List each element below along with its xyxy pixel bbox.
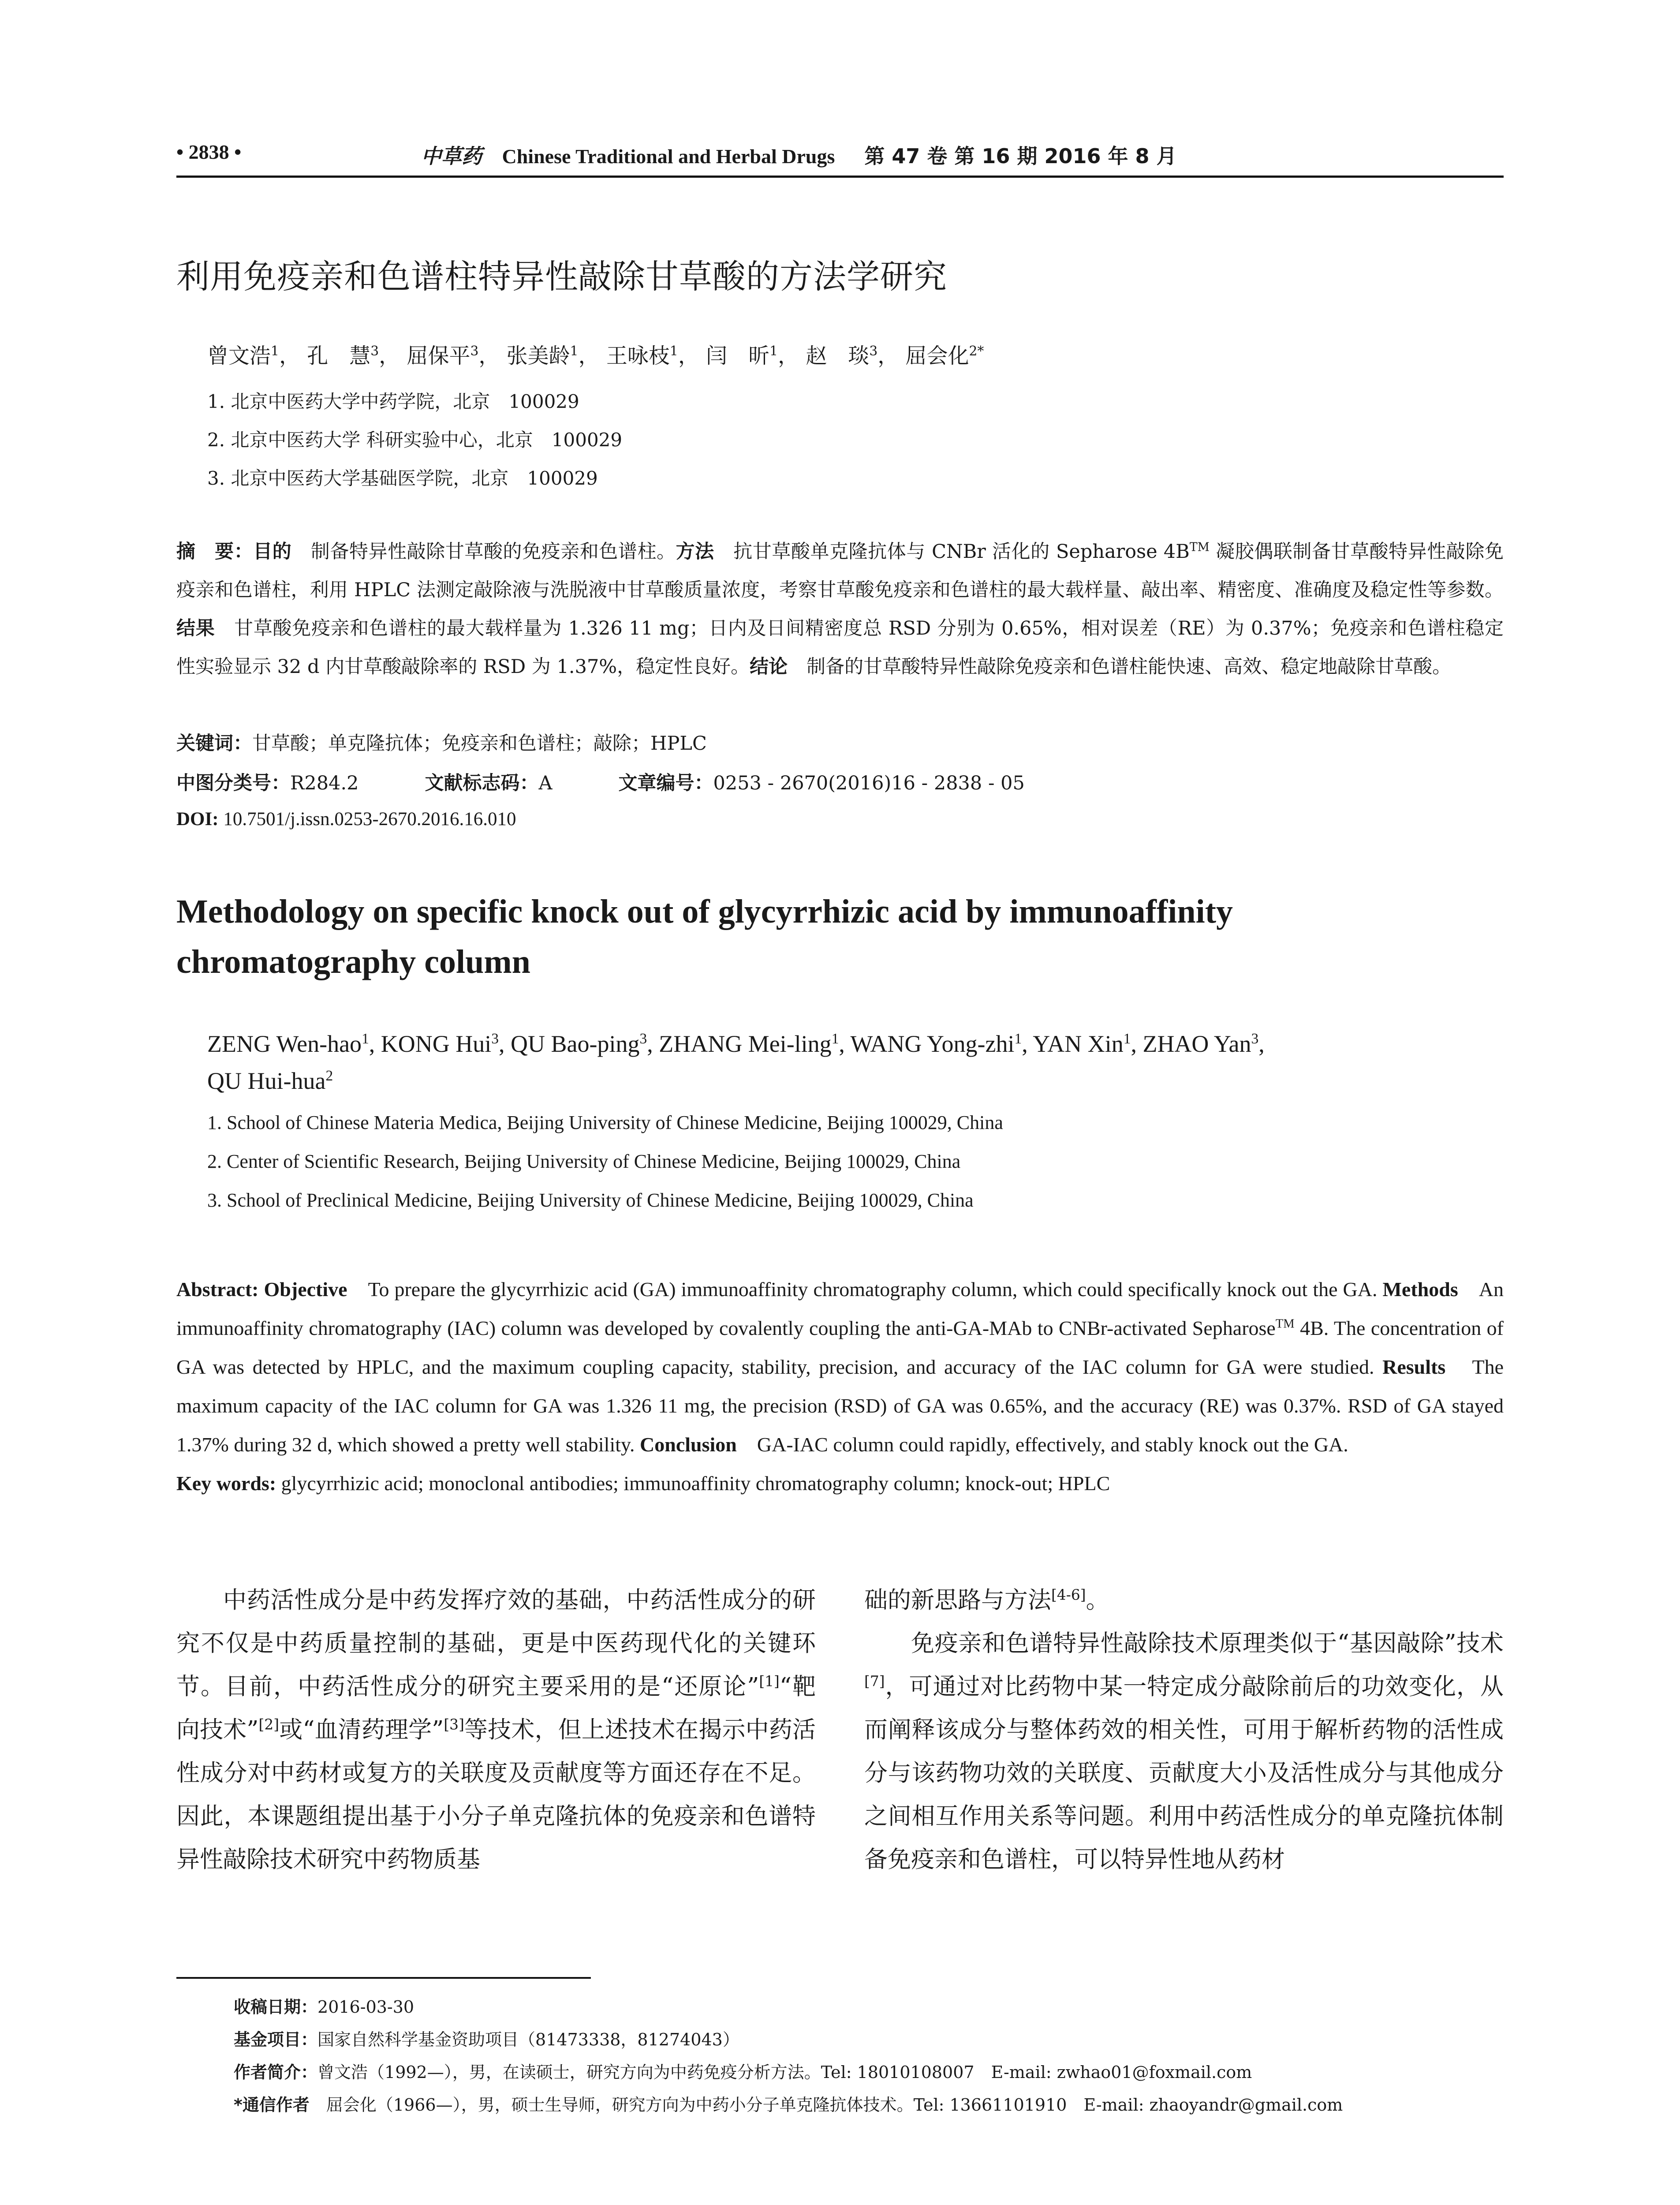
journal-title-cn: 中草药 <box>421 144 482 168</box>
author-affil-sup: 1 <box>831 1031 839 1047</box>
footnote-rule <box>176 1977 591 1979</box>
conclusion-text: 制备的甘草酸特异性敲除免疫亲和色谱柱能快速、高效、稳定地敲除甘草酸。 <box>788 656 1452 678</box>
article-no-value: 0253 - 2670(2016)16 - 2838 - 05 <box>713 772 1025 794</box>
author-en: QU Bao-ping <box>511 1031 640 1057</box>
keywords-text: 甘草酸；单克隆抗体；免疫亲和色谱柱；敲除；HPLC <box>252 733 707 755</box>
footnote-corresponding <box>234 2091 1343 2115</box>
methods-label: 方法 <box>676 541 714 563</box>
author-cn: 王咏枝 <box>606 344 670 368</box>
author-cn: 张美龄 <box>506 344 570 368</box>
body-text: 等技术，但上述技术在揭示中药活性成分对中药材或复方的关联度及贡献度等方面还存在不足。因此，本课题组提出基于小分子单克隆抗体的免疫亲和色谱特异性敲除技术研究中药物质基 <box>176 1716 816 1873</box>
conclusion-label: Conclusion <box>640 1433 737 1456</box>
abstract-cn <box>176 533 1504 686</box>
footnote-text: 曾文浩（1992—），男，在读硕士，研究方向为中药免疫分析方法。Tel: 18010108007 E-mail: zwhao01@foxmail.com <box>317 2063 1252 2082</box>
affiliation-en-1: 1. School of Chinese Materia Medica, Beijing University of Chinese Medicine, Beijing 100029, China <box>207 1112 1003 1133</box>
body-text: 免疫亲和色谱特异性敲除技术原理类似于“基因敲除”技术 <box>911 1630 1504 1657</box>
journal-title-en: Chinese Traditional and Herbal Drugs <box>502 145 835 168</box>
author-en: ZHAO Yan <box>1142 1031 1251 1057</box>
footnote-text: 屈会化（1966—），男，硕士生导师，研究方向为中药小分子单克隆抗体技术。Tel: 13661101910 E-mail: zhaoyandr@gmail.com <box>309 2095 1343 2115</box>
body-text: 础的新思路与方法 <box>864 1587 1051 1614</box>
author-affil-sup: 2 <box>325 1068 333 1084</box>
body-text: 或“血清药理学” <box>279 1716 444 1743</box>
methods-text: An immunoaffinity chromatography (IAC) column was developed by covalently coupling the anti-GA-MAb to CNBr-activated Sepharose <box>176 1278 1504 1339</box>
author-affil-sup: 3 <box>491 1031 499 1047</box>
footnote-author <box>234 2059 1252 2083</box>
results-text: The maximum capacity of the IAC column for GA was 1.326 11 mg, the precision (RSD) of GA was 0.65%, and the accuracy (RE) was 0.37%. RSD of GA stayed 1.37% during 32 d, which showed a pretty well stability. <box>176 1356 1504 1456</box>
doi-label: DOI: <box>176 809 219 830</box>
author-affil-sup: 2* <box>969 344 984 359</box>
abstract-en <box>176 1270 1504 1503</box>
author-en: QU Hui-hua <box>207 1068 326 1094</box>
author-en: YAN Xin <box>1033 1031 1124 1057</box>
body-text: 中药活性成分是中药发挥疗效的基础，中药活性成分的研究不仅是中药质量控制的基础，更是中医药现代化的关键环节。目前，中药活性成分的研究主要采用的是“还原论” <box>176 1587 816 1700</box>
author-en: ZENG Wen-hao <box>207 1031 362 1057</box>
trademark-sup: TM <box>1189 540 1210 554</box>
trademark-sup: TM <box>1275 1317 1295 1331</box>
body-column-left <box>176 1579 816 1881</box>
doc-code-label: 文献标志码： <box>425 772 539 794</box>
footnote-label: *通信作者 <box>234 2095 310 2115</box>
body-paragraph <box>864 1622 1504 1881</box>
page-number: • 2838 • <box>176 141 242 163</box>
title-en-line: Methodology on specific knock out of glycyrrhizic acid by immunoaffinity <box>176 893 1233 930</box>
footnote-fund <box>234 2026 739 2050</box>
objective-text: To prepare the glycyrrhizic acid (GA) immunoaffinity chromatography column, which could specifically knock out the GA. <box>347 1278 1383 1301</box>
affiliation-cn-1: 1. 北京中医药大学中药学院，北京 100029 <box>207 391 579 412</box>
issue-info: 第 47 卷 第 16 期 2016 年 8 月 <box>864 144 1177 168</box>
author-en: WANG Yong-zhi <box>850 1031 1015 1057</box>
results-label: Results <box>1382 1356 1446 1378</box>
authors-cn: 曾文浩$^1$， 孔 慧$^3$， 屈保平$^3$， 张美龄$^1$， 王咏枝$^1$， 闫 昕$^1$， 赵 琰$^3$， 屈会化$^{2*}$ <box>207 344 984 368</box>
keywords-label: 关键词： <box>176 733 252 755</box>
author-en: KONG Hui <box>381 1031 492 1057</box>
body-paragraph <box>864 1579 1504 1622</box>
objective-label: 目的 <box>253 541 292 563</box>
body-text: ，可通过对比药物中某一特定成分敲除前后的功效变化，从而阐释该成分与整体药效的相关性，可用于解析药物的活性成分与该药物功效的关联度、贡献度大小及活性成分与其他成分之间相互作用关系等问题。利用中药活性成分的单克隆抗体制备免疫亲和色谱柱，可以特异性地从药材 <box>864 1673 1504 1873</box>
classification-line <box>176 768 1025 795</box>
title-en-line: chromatography column <box>176 943 530 980</box>
footnote-text: 国家自然科学基金资助项目（81473338，81274043） <box>317 2030 739 2049</box>
clc-label: 中图分类号： <box>176 772 290 794</box>
keywords-en-label: Key words: <box>176 1472 276 1495</box>
author-affil-sup: 3 <box>639 1031 647 1047</box>
body-text: “靶向技术” <box>176 1673 816 1743</box>
citation-ref[interactable]: [7] <box>864 1672 885 1690</box>
body-text: 。 <box>1086 1587 1109 1614</box>
author-affil-sup: 3 <box>869 344 878 359</box>
author-cn: 曾文浩 <box>207 344 271 368</box>
article-no-label: 文章编号： <box>618 772 713 794</box>
journal-title <box>421 140 1177 169</box>
author-affil-sup: 1 <box>769 344 778 359</box>
author-affil-sup: 3 <box>370 344 379 359</box>
title-en <box>176 886 1504 987</box>
author-affil-sup: 1 <box>669 344 678 359</box>
conclusion-label: 结论 <box>750 656 788 678</box>
methods-text-cont: 凝胶偶联制备甘草酸特异性敲除免疫亲和色谱柱，利用 HPLC 法测定敲除液与洗脱液中甘草酸质量浓度，考察甘草酸免疫亲和色谱柱的最大载样量、敲出率、精密度、准确度及稳定性等参数。 <box>176 541 1504 601</box>
methods-text: 抗甘草酸单克隆抗体与 CNBr 活化的 Sepharose 4B <box>714 541 1190 563</box>
doi-line <box>176 808 516 830</box>
clc-value: R284.2 <box>290 772 359 794</box>
results-label: 结果 <box>176 617 215 639</box>
footnote-received <box>234 1993 414 2018</box>
author-cn: 屈会化 <box>905 344 969 368</box>
footnote-label: 作者简介： <box>234 2063 318 2082</box>
author-affil-sup: 1 <box>271 344 279 359</box>
header-rule <box>176 176 1504 178</box>
author-en: ZHANG Mei-ling <box>659 1031 832 1057</box>
running-header <box>176 140 1504 176</box>
citation-ref[interactable]: [3] <box>444 1715 464 1733</box>
abstract-label: Abstract: <box>176 1278 259 1301</box>
author-affil-sup: 1 <box>1123 1031 1131 1047</box>
affiliation-cn-3: 3. 北京中医药大学基础医学院，北京 100029 <box>207 467 598 489</box>
title-cn: 利用免疫亲和色谱柱特异性敲除甘草酸的方法学研究 <box>176 257 948 296</box>
footnote-text: 2016-03-30 <box>317 1997 414 2017</box>
doi-value[interactable]: 10.7501/j.issn.0253-2670.2016.16.010 <box>218 809 516 830</box>
keywords-cn <box>176 729 707 755</box>
author-cn: 赵 琰 <box>806 344 870 368</box>
body-column-right <box>864 1579 1504 1881</box>
citation-ref[interactable]: [1] <box>759 1672 780 1690</box>
affiliation-en-3: 3. School of Preclinical Medicine, Beijing University of Chinese Medicine, Beijing 100029, China <box>207 1189 974 1211</box>
author-affil-sup: 1 <box>362 1031 369 1047</box>
objective-label: Objective <box>258 1278 347 1301</box>
author-cn: 屈保平 <box>407 344 470 368</box>
author-affil-sup: 3 <box>1251 1031 1259 1047</box>
author-affil-sup: 1 <box>570 344 579 359</box>
affiliation-en-2: 2. Center of Scientific Research, Beijing University of Chinese Medicine, Beijing 100029, China <box>207 1151 961 1172</box>
keywords-en-text: glycyrrhizic acid; monoclonal antibodies; immunoaffinity chromatography column; knock-out; HPLC <box>276 1472 1110 1495</box>
citation-ref[interactable]: [2] <box>258 1715 280 1733</box>
affiliation-cn-2: 2. 北京中医药大学 科研实验中心，北京 100029 <box>207 429 623 451</box>
authors-en: ZENG Wen-hao$^1$, KONG Hui$^3$, QU Bao-ping$^3$, ZHANG Mei-ling$^1$, WANG Yong-zhi$^1$, YAN Xin$^1$, ZHAO Yan$^3$, QU Hui-hua$^2$ <box>207 1031 1265 1094</box>
results-text: 甘草酸免疫亲和色谱柱的最大载样量为 1.326 11 mg；日内及日间精密度总 RSD 分别为 0.65%，相对误差（RE）为 0.37%；免疫亲和色谱柱稳定性实验显示 32 d 内甘草酸敲除率的 RSD 为 1.37%，稳定性良好。 <box>176 617 1504 678</box>
author-cn: 孔 慧 <box>307 344 371 368</box>
methods-text-cont: 4B. The concentration of GA was detected by HPLC, and the maximum coupling capacity, stability, precision, and accuracy of the IAC column for GA were studied. <box>176 1317 1504 1378</box>
citation-ref[interactable]: [4-6] <box>1051 1586 1086 1603</box>
methods-label: Methods <box>1382 1278 1458 1301</box>
objective-text: 制备特异性敲除甘草酸的免疫亲和色谱柱。 <box>291 541 676 563</box>
footnote-label: 基金项目： <box>234 2030 318 2049</box>
conclusion-text: GA-IAC column could rapidly, effectively, and stably knock out the GA. <box>736 1433 1348 1456</box>
author-affil-sup: 3 <box>470 344 479 359</box>
author-affil-sup: 1 <box>1014 1031 1022 1047</box>
abstract-label: 摘 要： <box>176 541 254 563</box>
body-paragraph <box>176 1579 816 1881</box>
footnote-label: 收稿日期： <box>234 1997 318 2017</box>
author-cn: 闫 昕 <box>706 344 770 368</box>
doc-code-value: A <box>538 772 553 794</box>
